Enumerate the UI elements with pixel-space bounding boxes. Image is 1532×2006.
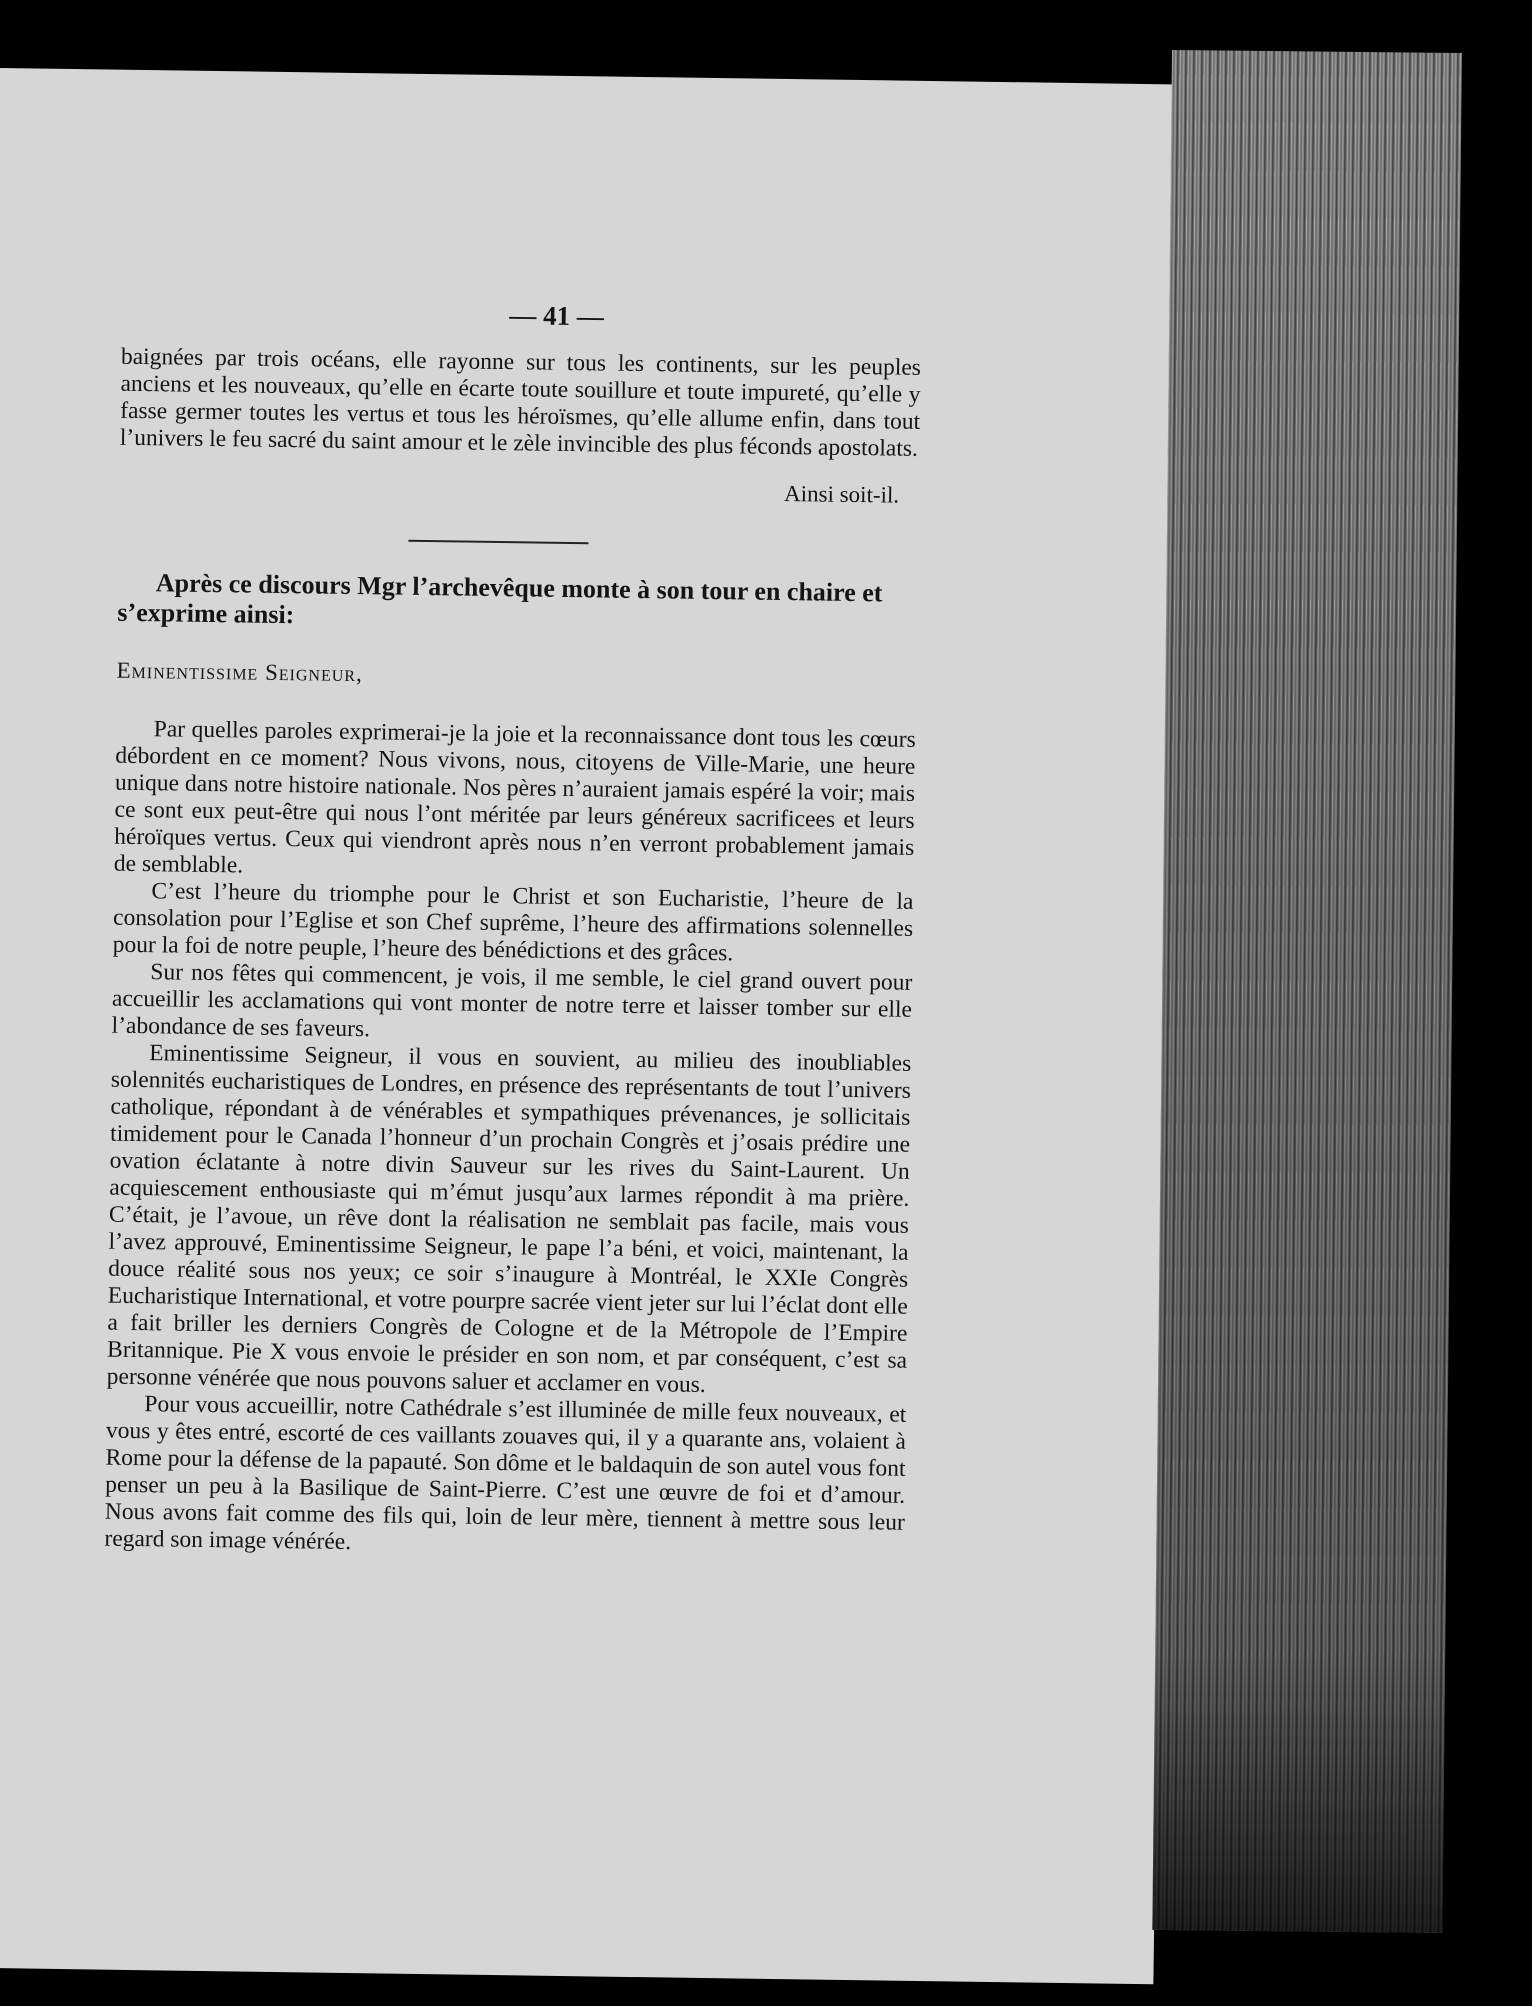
- salutation: Eminentissime Seigneur,: [116, 657, 363, 687]
- paragraph: Sur nos fêtes qui commencent, je vois, il me semble, le ciel grand ouvert pour accueillir les acclamations qui vont monter de notre terre et laisser tomber sur elle l’abondance de ses faveurs.: [111, 959, 913, 1043]
- paragraph: C’est l’heure du triomphe pour le Christ et son Eucharistie, l’heure de la consolation pour l’Eglise et son Chef suprême, l’heure des affirmations solennelles pour la foi de notre peuple, l’heure des bénédictions et des grâces.: [112, 878, 914, 967]
- section-divider: [408, 540, 588, 545]
- paragraph: Par quelles paroles exprimerai-je la joie et la reconnaissance dont tous les cœurs débordent en ce moment? Nous vivons, nous, citoyens de Ville-Marie, une heure unique dans notre histoire nationale. Nos pères n’auraient jamais espéré la voir; mais ce sont eux peut-être qui nous l’ont méritée par leurs généreux sacrificees et leurs héroïques vertus. Ceux qui viendront après nous n’en verront probablement jamais de semblable.: [113, 716, 916, 879]
- section-heading: Après ce discours Mgr l’archevêque monte à son tour en chaire et s’exprime ainsi:: [117, 568, 883, 630]
- page-edge-shadow: [1152, 50, 1462, 1933]
- signoff: Ainsi soit-il.: [783, 480, 900, 508]
- paragraph: Eminentissime Seigneur, il vous en souvient, au milieu des inoubliables solennités eucharistiques de Londres, en présence des représentants de tout l’univers catholique, répondant à de vénérables et sympathiques prévenances, je sollicitais timidement pour le Canada l’honneur d’un prochain Congrès et j’osais prédire une ovation éclatante à notre divin Sauveur sur les rives du Saint-Laurent. Un acquiescement enthousiaste qui m’émut jusqu’aux larmes répondit à ma prière. C’était, je l’avoue, un rêve dont la réalisation ne semblait pas facile, mais vous l’avez approuvé, Eminentissime Seigneur, le pape l’a béni, et voici, maintenant, la douce réalité sous nos yeux; ce soir s’inaugure à Montréal, le XXIe Congrès Eucharistique International, et votre pourpre sacrée vient jeter sur lui l’éclat dont elle a fait briller les derniers Congrès de Cologne et de la Métropole de l’Empire Britannique. Pie X vous envoie le présider en son nom, et par conséquent, c’est sa personne vénérée que nous pouvons saluer et acclamer en vous.: [106, 1040, 912, 1398]
- page-text-block: [104, 295, 921, 1564]
- page-number: — 41 —: [509, 300, 605, 332]
- intro-paragraph: baignées par trois océans, elle rayonne sur tous les continents, sur les peuples anciens et les nouveaux, qu’elle en écarte toute souillure et toute impureté, qu’elle y fasse germer toutes les vertus et tous les héroïsmes, qu’elle allume enfin, dans tout l’univers le feu sacré du saint amour et le zèle invincible des plus féconds apostolats.: [119, 343, 922, 462]
- book-page: [0, 68, 1180, 1984]
- paragraph: Pour vous accueillir, notre Cathédrale s’est illuminée de mille feux nouveaux, et vous y êtes entré, escorté de ces vaillants zouaves qui, il y a quarante ans, volaient à Rome pour la défense de la papauté. Son dôme et le baldaquin de son autel vous font penser un peu à la Basilique de Saint-Pierre. C’est une œuvre de foi et d’amour. Nous avons fait comme des fils qui, loin de leur mère, tiennent à mettre sous leur regard son image vénérée.: [104, 1391, 907, 1556]
